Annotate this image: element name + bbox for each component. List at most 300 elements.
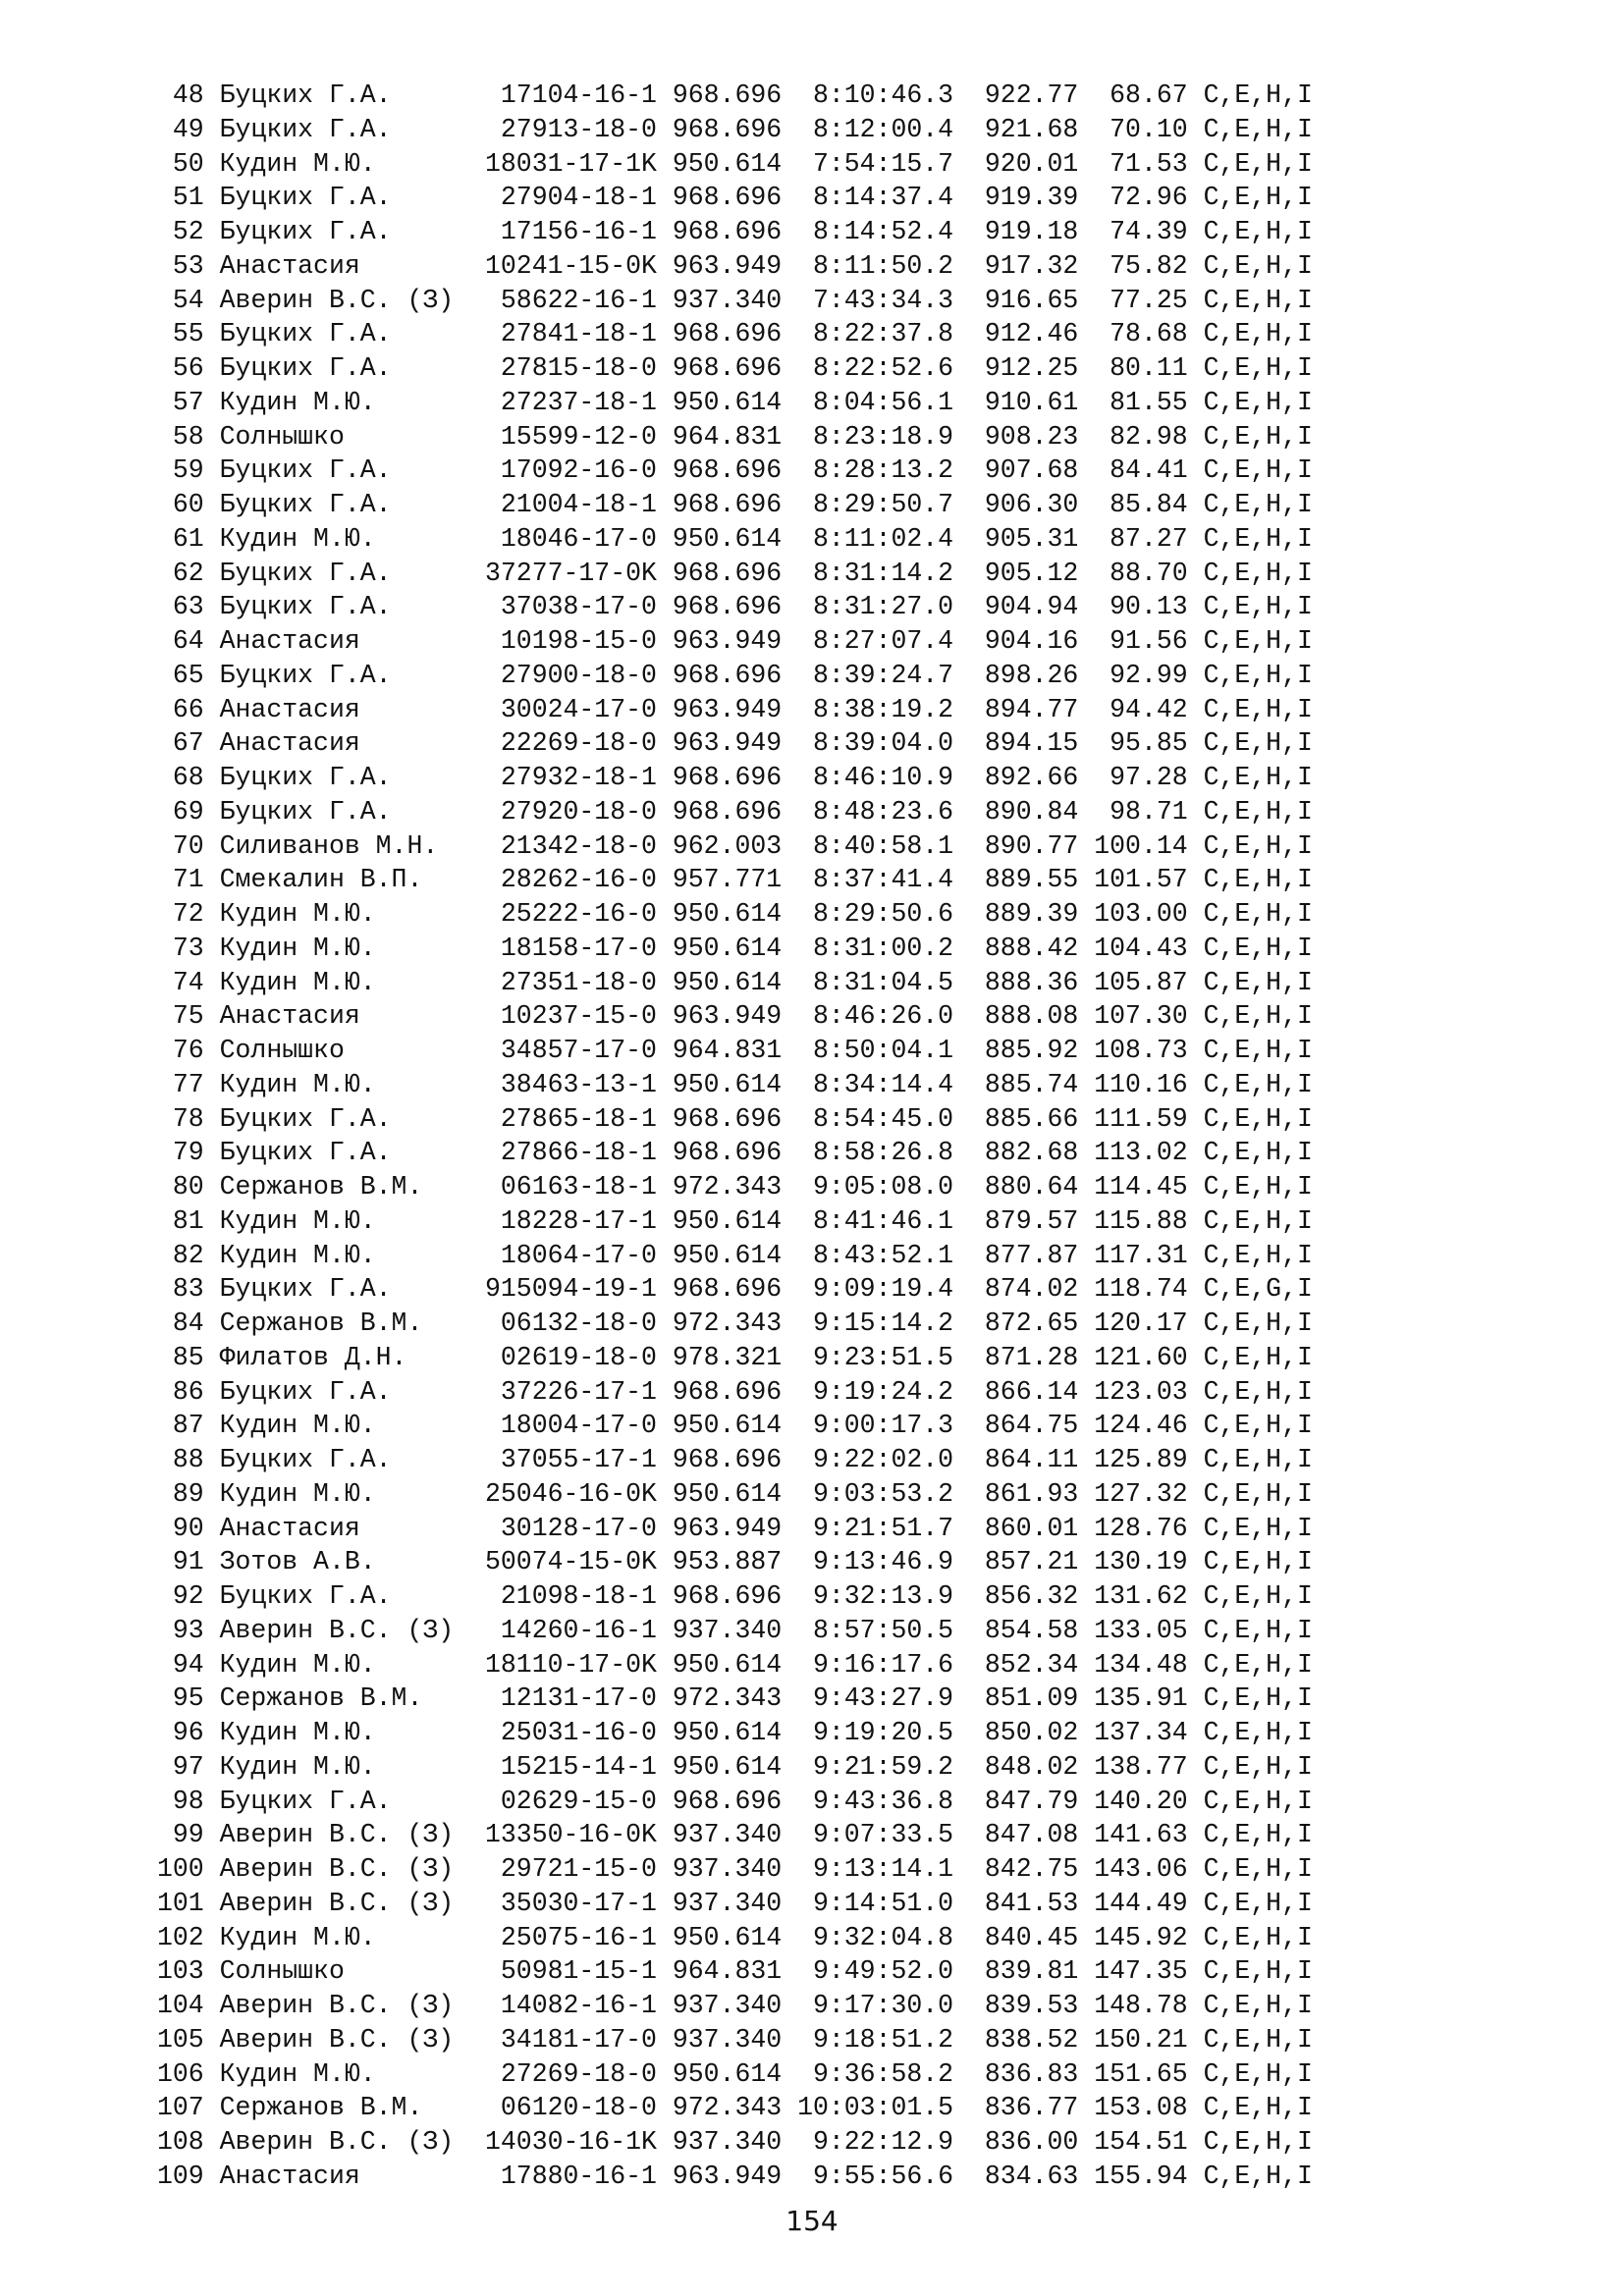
cell-time: 8:54:45.0: [797, 1103, 969, 1134]
cell-ring: 27904-18-1: [484, 183, 673, 213]
table-row: [157, 1409, 1313, 1443]
cell-speed: 885.74: [969, 1069, 1095, 1099]
table-row: [157, 522, 1313, 557]
table-row: [157, 2091, 1313, 2125]
cell-speed: 840.45: [969, 1922, 1095, 1952]
cell-dist: 968.696: [672, 763, 798, 792]
cell-name: Солнышко: [219, 421, 485, 452]
cell-dist: 968.696: [672, 455, 798, 486]
cell-ring: 915094-19-1: [484, 1274, 673, 1305]
cell-time: 9:03:53.2: [797, 1478, 969, 1509]
cell-time: 9:19:24.2: [797, 1376, 969, 1407]
cell-coef: 105.87: [1094, 967, 1204, 997]
cell-cats: C,E,H,I: [1203, 490, 1313, 519]
table-row: [157, 386, 1313, 420]
cell-speed: 888.08: [969, 1001, 1095, 1032]
cell-cats: C,E,H,I: [1203, 1513, 1313, 1543]
cell-cats: C,E,H,I: [1203, 1411, 1313, 1441]
cell-time: 8:31:04.5: [797, 967, 969, 997]
cell-name: Буцких Г.А.: [219, 1786, 485, 1816]
cell-speed: 894.77: [969, 694, 1095, 724]
table-row: [157, 181, 1313, 215]
cell-rank: 48: [157, 80, 220, 110]
cell-cats: C,E,H,I: [1203, 2127, 1313, 2157]
cell-name: Буцких Г.А.: [219, 319, 485, 349]
cell-coef: 137.34: [1094, 1718, 1204, 1747]
table-row: [157, 1579, 1313, 1614]
table-row: [157, 1887, 1313, 1921]
cell-time: 8:46:26.0: [797, 1001, 969, 1032]
table-row: [157, 1204, 1313, 1239]
cell-ring: 27237-18-1: [484, 387, 673, 417]
cell-rank: 93: [157, 1615, 220, 1645]
cell-speed: 904.94: [969, 592, 1095, 622]
cell-rank: 101: [157, 1888, 220, 1918]
cell-time: 9:14:51.0: [797, 1888, 969, 1918]
cell-coef: 147.35: [1094, 1956, 1204, 1987]
cell-rank: 99: [157, 1820, 220, 1850]
cell-coef: 117.31: [1094, 1240, 1204, 1270]
cell-coef: 125.89: [1094, 1445, 1204, 1474]
cell-coef: 77.25: [1094, 285, 1204, 315]
cell-coef: 100.14: [1094, 830, 1204, 861]
cell-ring: 27900-18-0: [484, 660, 673, 690]
cell-cats: C,E,H,I: [1203, 353, 1313, 383]
cell-cats: C,E,H,I: [1203, 1478, 1313, 1509]
cell-name: Кудин М.Ю.: [219, 933, 485, 963]
table-row: [157, 420, 1313, 454]
cell-coef: 81.55: [1094, 387, 1204, 417]
cell-rank: 106: [157, 2058, 220, 2089]
table-row: [157, 999, 1313, 1034]
cell-rank: 70: [157, 830, 220, 861]
cell-name: Аверин В.С. (З): [219, 1854, 485, 1884]
cell-dist: 968.696: [672, 1445, 798, 1474]
cell-cats: C,E,H,I: [1203, 1445, 1313, 1474]
table-row: [157, 79, 1313, 113]
cell-cats: C,E,H,I: [1203, 1991, 1313, 2020]
cell-dist: 968.696: [672, 558, 798, 588]
cell-speed: 906.30: [969, 490, 1095, 519]
cell-name: Буцких Г.А.: [219, 217, 485, 246]
cell-rank: 63: [157, 592, 220, 622]
cell-name: Буцких Г.А.: [219, 1376, 485, 1407]
cell-ring: 30024-17-0: [484, 694, 673, 724]
cell-ring: 18004-17-0: [484, 1411, 673, 1441]
cell-time: 9:21:59.2: [797, 1751, 969, 1782]
cell-name: Аверин В.С. (З): [219, 285, 485, 315]
cell-cats: C,E,H,I: [1203, 1547, 1313, 1577]
cell-ring: 17104-16-1: [484, 80, 673, 110]
cell-coef: 104.43: [1094, 933, 1204, 963]
cell-rank: 102: [157, 1922, 220, 1952]
cell-dist: 968.696: [672, 183, 798, 213]
cell-name: Буцких Г.А.: [219, 1103, 485, 1134]
table-row: [157, 1954, 1313, 1989]
cell-speed: 890.84: [969, 796, 1095, 827]
cell-coef: 130.19: [1094, 1547, 1204, 1577]
cell-name: Анастасия: [219, 728, 485, 759]
cell-rank: 54: [157, 285, 220, 315]
cell-rank: 83: [157, 1274, 220, 1305]
table-row: [157, 1136, 1313, 1170]
cell-name: Буцких Г.А.: [219, 1138, 485, 1168]
cell-cats: C,E,H,I: [1203, 1138, 1313, 1168]
cell-time: 8:11:50.2: [797, 250, 969, 281]
table-row: [157, 829, 1313, 864]
table-row: [157, 1375, 1313, 1410]
cell-coef: 155.94: [1094, 2161, 1204, 2191]
cell-dist: 950.614: [672, 1478, 798, 1509]
cell-coef: 111.59: [1094, 1103, 1204, 1134]
cell-coef: 72.96: [1094, 183, 1204, 213]
cell-coef: 148.78: [1094, 1991, 1204, 2020]
cell-ring: 27866-18-1: [484, 1138, 673, 1168]
cell-time: 8:34:14.4: [797, 1069, 969, 1099]
cell-coef: 75.82: [1094, 250, 1204, 281]
table-row: [157, 1170, 1313, 1204]
cell-dist: 968.696: [672, 114, 798, 144]
cell-dist: 963.949: [672, 626, 798, 656]
cell-speed: 912.46: [969, 319, 1095, 349]
cell-speed: 839.53: [969, 1991, 1095, 2020]
cell-time: 9:43:36.8: [797, 1786, 969, 1816]
cell-ring: 21342-18-0: [484, 830, 673, 861]
cell-dist: 968.696: [672, 1274, 798, 1305]
cell-cats: C,E,H,I: [1203, 2024, 1313, 2055]
cell-name: Буцких Г.А.: [219, 490, 485, 519]
table-row: [157, 1682, 1313, 1716]
cell-cats: C,E,H,I: [1203, 763, 1313, 792]
cell-dist: 972.343: [672, 2093, 798, 2123]
cell-speed: 919.18: [969, 217, 1095, 246]
cell-dist: 950.614: [672, 2058, 798, 2089]
cell-cats: C,E,H,I: [1203, 217, 1313, 246]
table-row: [157, 2057, 1313, 2092]
cell-time: 8:12:00.4: [797, 114, 969, 144]
cell-cats: C,E,H,I: [1203, 319, 1313, 349]
table-row: [157, 1239, 1313, 1273]
cell-dist: 968.696: [672, 1581, 798, 1611]
cell-rank: 62: [157, 558, 220, 588]
cell-coef: 110.16: [1094, 1069, 1204, 1099]
cell-name: Буцких Г.А.: [219, 1445, 485, 1474]
cell-name: Кудин М.Ю.: [219, 1478, 485, 1509]
cell-dist: 937.340: [672, 2024, 798, 2055]
table-row: [157, 1272, 1313, 1307]
cell-rank: 84: [157, 1308, 220, 1338]
cell-rank: 73: [157, 933, 220, 963]
cell-speed: 841.53: [969, 1888, 1095, 1918]
cell-name: Кудин М.Ю.: [219, 1922, 485, 1952]
cell-rank: 88: [157, 1445, 220, 1474]
cell-rank: 92: [157, 1581, 220, 1611]
cell-time: 9:43:27.9: [797, 1683, 969, 1714]
cell-ring: 15215-14-1: [484, 1751, 673, 1782]
cell-cats: C,E,H,I: [1203, 1001, 1313, 1032]
cell-speed: 864.11: [969, 1445, 1095, 1474]
cell-dist: 950.614: [672, 933, 798, 963]
table-row: [157, 284, 1313, 318]
cell-name: Сержанов В.М.: [219, 1172, 485, 1201]
cell-coef: 143.06: [1094, 1854, 1204, 1884]
cell-time: 8:14:52.4: [797, 217, 969, 246]
table-row: [157, 351, 1313, 386]
cell-ring: 34857-17-0: [484, 1036, 673, 1065]
cell-dist: 950.614: [672, 1069, 798, 1099]
cell-dist: 968.696: [672, 796, 798, 827]
cell-rank: 107: [157, 2093, 220, 2123]
cell-coef: 114.45: [1094, 1172, 1204, 1201]
cell-cats: C,E,H,I: [1203, 2093, 1313, 2123]
table-row: [157, 897, 1313, 932]
cell-rank: 57: [157, 387, 220, 417]
cell-speed: 888.42: [969, 933, 1095, 963]
cell-name: Кудин М.Ю.: [219, 523, 485, 554]
cell-cats: C,E,H,I: [1203, 1615, 1313, 1645]
cell-speed: 920.01: [969, 148, 1095, 179]
table-row: [157, 249, 1313, 284]
table-row: [157, 590, 1313, 624]
cell-name: Буцких Г.А.: [219, 1581, 485, 1611]
cell-dist: 972.343: [672, 1683, 798, 1714]
cell-ring: 27269-18-0: [484, 2058, 673, 2089]
cell-ring: 27865-18-1: [484, 1103, 673, 1134]
table-row: [157, 113, 1313, 147]
cell-time: 7:43:34.3: [797, 285, 969, 315]
cell-dist: 950.614: [672, 1751, 798, 1782]
cell-ring: 14030-16-1K: [484, 2127, 673, 2157]
cell-time: 9:19:20.5: [797, 1718, 969, 1747]
cell-speed: 879.57: [969, 1205, 1095, 1236]
cell-rank: 104: [157, 1991, 220, 2020]
cell-speed: 836.00: [969, 2127, 1095, 2157]
cell-name: Аверин В.С. (З): [219, 1820, 485, 1850]
cell-dist: 968.696: [672, 1103, 798, 1134]
cell-time: 8:28:13.2: [797, 455, 969, 486]
cell-coef: 128.76: [1094, 1513, 1204, 1543]
cell-time: 8:40:58.1: [797, 830, 969, 861]
cell-speed: 916.65: [969, 285, 1095, 315]
cell-time: 8:29:50.6: [797, 899, 969, 929]
table-row: [157, 1102, 1313, 1137]
cell-ring: 06132-18-0: [484, 1308, 673, 1338]
cell-ring: 10198-15-0: [484, 626, 673, 656]
cell-coef: 135.91: [1094, 1683, 1204, 1714]
cell-cats: C,E,H,I: [1203, 421, 1313, 452]
table-row: [157, 659, 1313, 693]
cell-rank: 109: [157, 2161, 220, 2191]
cell-name: Сержанов В.М.: [219, 1308, 485, 1338]
cell-ring: 18228-17-1: [484, 1205, 673, 1236]
cell-speed: 839.81: [969, 1956, 1095, 1987]
cell-ring: 27932-18-1: [484, 763, 673, 792]
cell-ring: 18110-17-0K: [484, 1649, 673, 1680]
cell-name: Анастасия: [219, 1001, 485, 1032]
cell-rank: 66: [157, 694, 220, 724]
cell-time: 9:22:12.9: [797, 2127, 969, 2157]
cell-speed: 912.25: [969, 353, 1095, 383]
cell-coef: 97.28: [1094, 763, 1204, 792]
cell-ring: 37038-17-0: [484, 592, 673, 622]
cell-speed: 880.64: [969, 1172, 1095, 1201]
cell-name: Анастасия: [219, 1513, 485, 1543]
cell-cats: C,E,H,I: [1203, 1888, 1313, 1918]
cell-name: Кудин М.Ю.: [219, 1240, 485, 1270]
table-row: [157, 761, 1313, 795]
cell-ring: 35030-17-1: [484, 1888, 673, 1918]
table-row: [157, 1034, 1313, 1068]
cell-dist: 968.696: [672, 660, 798, 690]
cell-rank: 91: [157, 1547, 220, 1577]
cell-cats: C,E,H,I: [1203, 694, 1313, 724]
cell-cats: C,E,H,I: [1203, 2058, 1313, 2089]
cell-speed: 854.58: [969, 1615, 1095, 1645]
cell-rank: 76: [157, 1036, 220, 1065]
cell-name: Солнышко: [219, 1956, 485, 1987]
cell-rank: 67: [157, 728, 220, 759]
cell-rank: 97: [157, 1751, 220, 1782]
cell-dist: 950.614: [672, 148, 798, 179]
cell-ring: 25046-16-0K: [484, 1478, 673, 1509]
table-row: [157, 1852, 1313, 1887]
cell-rank: 52: [157, 217, 220, 246]
cell-cats: C,E,H,I: [1203, 660, 1313, 690]
cell-cats: C,E,H,I: [1203, 1718, 1313, 1747]
cell-rank: 59: [157, 455, 220, 486]
cell-coef: 98.71: [1094, 796, 1204, 827]
cell-name: Буцких Г.А.: [219, 660, 485, 690]
cell-rank: 79: [157, 1138, 220, 1168]
cell-name: Кудин М.Ю.: [219, 899, 485, 929]
cell-rank: 103: [157, 1956, 220, 1987]
cell-speed: 898.26: [969, 660, 1095, 690]
cell-speed: 851.09: [969, 1683, 1095, 1714]
cell-ring: 37055-17-1: [484, 1445, 673, 1474]
cell-coef: 150.21: [1094, 2024, 1204, 2055]
cell-time: 8:31:00.2: [797, 933, 969, 963]
cell-name: Сержанов В.М.: [219, 1683, 485, 1714]
cell-ring: 21098-18-1: [484, 1581, 673, 1611]
cell-time: 8:10:46.3: [797, 80, 969, 110]
cell-coef: 101.57: [1094, 865, 1204, 895]
table-row: [157, 1307, 1313, 1341]
cell-dist: 953.887: [672, 1547, 798, 1577]
cell-speed: 908.23: [969, 421, 1095, 452]
cell-rank: 55: [157, 319, 220, 349]
cell-speed: 882.68: [969, 1138, 1095, 1168]
cell-cats: C,E,H,I: [1203, 1854, 1313, 1884]
cell-coef: 87.27: [1094, 523, 1204, 554]
cell-speed: 866.14: [969, 1376, 1095, 1407]
cell-rank: 82: [157, 1240, 220, 1270]
cell-rank: 81: [157, 1205, 220, 1236]
cell-ring: 12131-17-0: [484, 1683, 673, 1714]
cell-coef: 90.13: [1094, 592, 1204, 622]
table-row: [157, 1443, 1313, 1477]
cell-ring: 27913-18-0: [484, 114, 673, 144]
cell-dist: 957.771: [672, 865, 798, 895]
cell-name: Кудин М.Ю.: [219, 2058, 485, 2089]
cell-name: Кудин М.Ю.: [219, 148, 485, 179]
cell-cats: C,E,H,I: [1203, 1172, 1313, 1201]
cell-time: 8:58:26.8: [797, 1138, 969, 1168]
cell-time: 10:03:01.5: [797, 2093, 969, 2123]
cell-dist: 937.340: [672, 1991, 798, 2020]
cell-name: Буцких Г.А.: [219, 80, 485, 110]
cell-speed: 871.28: [969, 1342, 1095, 1372]
cell-ring: 25031-16-0: [484, 1718, 673, 1747]
cell-time: 9:07:33.5: [797, 1820, 969, 1850]
cell-name: Буцких Г.А.: [219, 183, 485, 213]
cell-ring: 18158-17-0: [484, 933, 673, 963]
cell-cats: C,E,H,I: [1203, 285, 1313, 315]
cell-coef: 91.56: [1094, 626, 1204, 656]
cell-ring: 18046-17-0: [484, 523, 673, 554]
cell-ring: 30128-17-0: [484, 1513, 673, 1543]
table-row: [157, 693, 1313, 727]
cell-ring: 50981-15-1: [484, 1956, 673, 1987]
cell-coef: 107.30: [1094, 1001, 1204, 1032]
cell-cats: C,E,G,I: [1203, 1274, 1313, 1305]
cell-time: 8:22:52.6: [797, 353, 969, 383]
cell-time: 8:46:10.9: [797, 763, 969, 792]
table-row: [157, 1716, 1313, 1750]
cell-name: Сержанов В.М.: [219, 2093, 485, 2123]
cell-rank: 100: [157, 1854, 220, 1884]
cell-cats: C,E,H,I: [1203, 2161, 1313, 2191]
cell-dist: 937.340: [672, 2127, 798, 2157]
cell-speed: 847.79: [969, 1786, 1095, 1816]
cell-cats: C,E,H,I: [1203, 1376, 1313, 1407]
cell-cats: C,E,H,I: [1203, 114, 1313, 144]
cell-coef: 82.98: [1094, 421, 1204, 452]
cell-speed: 910.61: [969, 387, 1095, 417]
cell-coef: 70.10: [1094, 114, 1204, 144]
cell-cats: C,E,H,I: [1203, 933, 1313, 963]
cell-dist: 950.614: [672, 1205, 798, 1236]
cell-time: 8:39:24.7: [797, 660, 969, 690]
cell-rank: 74: [157, 967, 220, 997]
cell-speed: 861.93: [969, 1478, 1095, 1509]
cell-speed: 836.77: [969, 2093, 1095, 2123]
page-number: 154: [785, 2205, 839, 2237]
cell-dist: 968.696: [672, 1786, 798, 1816]
cell-cats: C,E,H,I: [1203, 899, 1313, 929]
cell-time: 9:21:51.7: [797, 1513, 969, 1543]
cell-ring: 21004-18-1: [484, 490, 673, 519]
cell-speed: 917.32: [969, 250, 1095, 281]
cell-time: 9:55:56.6: [797, 2161, 969, 2191]
cell-coef: 121.60: [1094, 1342, 1204, 1372]
cell-time: 8:31:14.2: [797, 558, 969, 588]
cell-time: 9:13:14.1: [797, 1854, 969, 1884]
cell-ring: 27815-18-0: [484, 353, 673, 383]
cell-dist: 972.343: [672, 1172, 798, 1201]
cell-ring: 06120-18-0: [484, 2093, 673, 2123]
cell-rank: 80: [157, 1172, 220, 1201]
cell-rank: 72: [157, 899, 220, 929]
cell-dist: 950.614: [672, 1718, 798, 1747]
cell-ring: 17156-16-1: [484, 217, 673, 246]
cell-name: Буцких Г.А.: [219, 592, 485, 622]
cell-cats: C,E,H,I: [1203, 1581, 1313, 1611]
cell-coef: 108.73: [1094, 1036, 1204, 1065]
cell-ring: 50074-15-0K: [484, 1547, 673, 1577]
cell-ring: 27920-18-0: [484, 796, 673, 827]
cell-cats: C,E,H,I: [1203, 80, 1313, 110]
cell-coef: 120.17: [1094, 1308, 1204, 1338]
